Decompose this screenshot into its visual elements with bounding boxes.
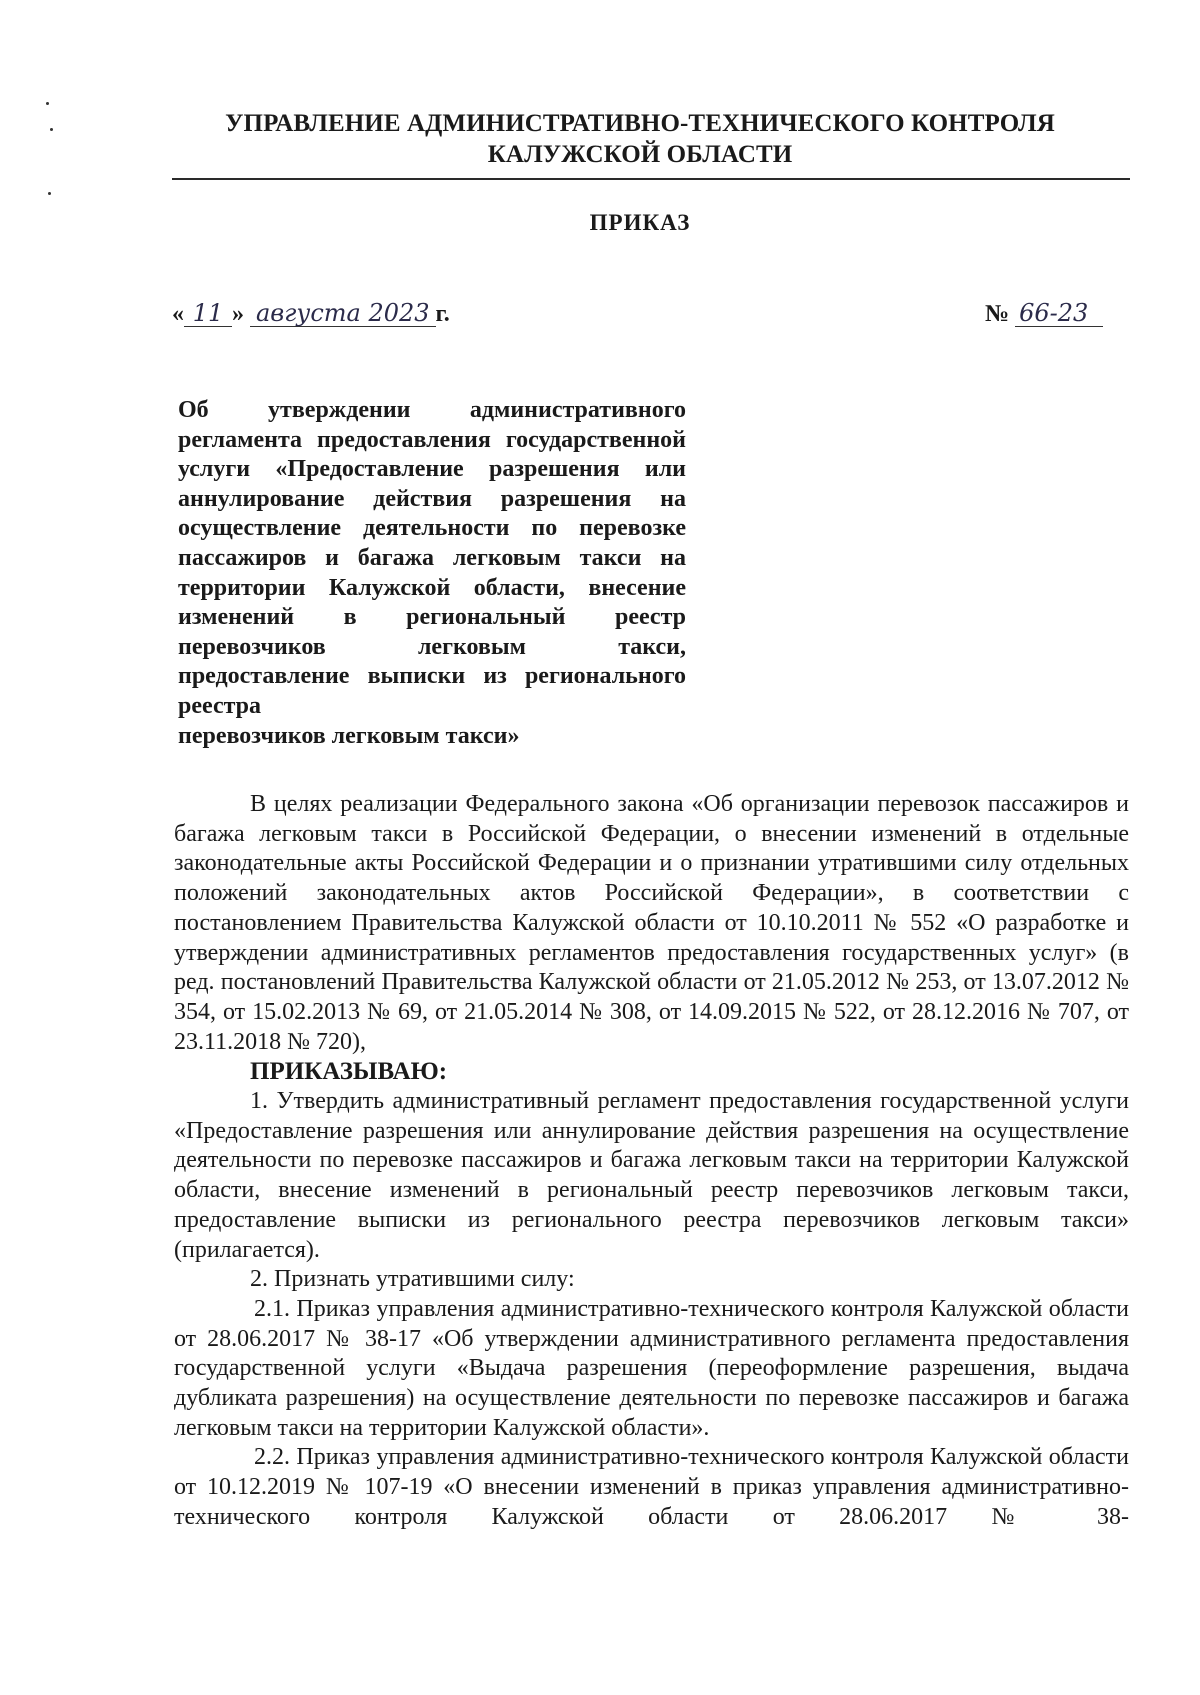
- header-divider: [172, 178, 1130, 180]
- date-day-handwritten: 11: [184, 300, 232, 327]
- order-item-2-2: 2.2. Приказ управления административно-технического контроля Калужской области от 10.12.2019 № 107-19 «О внесении изменений в приказ управления административно-технического контроля Калужской области от 28.06.2017 № 38-: [174, 1444, 1129, 1530]
- order-number: [985, 300, 1103, 328]
- subject-text: Об утверждении административного регламента предоставления государственной услуги «Предоставление разрешения или аннулирование действия разрешения на осуществление деятельности по перевозке пассажиров и багажа легковым такси на территории Калужской области, внесение изменений в региональный реестр перевозчиков легковым такси, предоставление выписки из регионального реестра: [178, 397, 686, 719]
- organization-header: [150, 108, 1130, 170]
- number-sign: №: [985, 301, 1010, 327]
- organization-name-line2: КАЛУЖСКОЙ ОБЛАСТИ: [487, 141, 793, 168]
- order-item-2-1: 2.1. Приказ управления административно-технического контроля Калужской области от 28.06.2017 № 38-17 «Об утверждении административного регламента предоставления государственной услуги «Выдача разрешения (переоформление разрешения, выдача дубликата разрешения) на осуществление деятельности по перевозке пассажиров и багажа легковым такси на территории Калужской области».: [174, 1295, 1129, 1441]
- order-date: [172, 300, 450, 328]
- order-directive: ПРИКАЗЫВАЮ:: [250, 1058, 448, 1086]
- date-open-quote: «: [172, 301, 184, 327]
- scan-speck: [50, 128, 53, 131]
- date-month-year-handwritten: августа 2023: [250, 300, 436, 327]
- subject-text-last-line: перевозчиков легковым такси»: [178, 722, 520, 749]
- order-subject: [178, 396, 686, 751]
- organization-name-line1: УПРАВЛЕНИЕ АДМИНИСТРАТИВНО-ТЕХНИЧЕСКОГО КОНТРОЛЯ: [225, 110, 1055, 137]
- document-title: ПРИКАЗ: [589, 210, 691, 235]
- order-item-1: 1. Утвердить административный регламент предоставления государственной услуги «Предоставление разрешения или аннулирование действия разрешения на осуществление деятельности по перевозке пассажиров и багажа легковым такси на территории Калужской области, внесение изменений в региональный реестр перевозчиков легковым такси, предоставление выписки из регионального реестра перевозчиков легковым такси» (прилагается).: [174, 1088, 1129, 1263]
- date-year-suffix: г.: [435, 301, 450, 327]
- order-number-handwritten: 66-23: [1015, 300, 1103, 327]
- order-body: [174, 790, 1129, 1533]
- scan-speck: [46, 102, 49, 105]
- date-close-quote: »: [232, 301, 244, 327]
- preamble-paragraph: В целях реализации Федерального закона «Об организации перевозок пассажиров и багажа легковым такси в Российской Федерации, о внесении изменений в отдельные законодательные акты Российской Федерации и о признании утратившими силу отдельных положений законодательных актов Российской Федерации», в соответствии с постановлением Правительства Калужской области от 10.10.2011 № 552 «О разработке и утверждении административных регламентов предоставления государственных услуг» (в ред. постановлений Правительства Калужской области от 21.05.2012 № 253, от 13.07.2012 № 354, от 15.02.2013 № 69, от 21.05.2014 № 308, от 14.09.2015 № 522, от 28.12.2016 № 707, от 23.11.2018 № 720),: [174, 791, 1129, 1055]
- scan-speck: [48, 192, 51, 195]
- order-item-2: 2. Признать утратившими силу:: [250, 1266, 575, 1293]
